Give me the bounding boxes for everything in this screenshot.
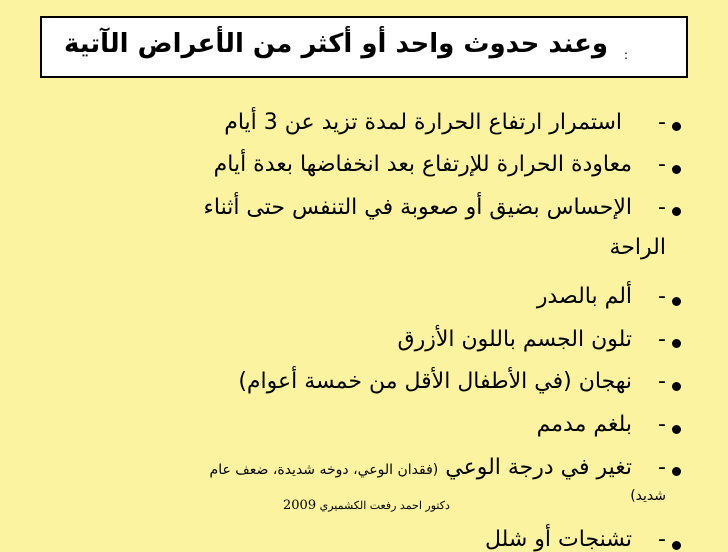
bullet-icon (672, 207, 681, 216)
list-item (485, 527, 666, 552)
dash-marker: - (658, 412, 666, 437)
bullet-icon (672, 165, 681, 174)
list-item (238, 369, 666, 394)
list-item-text: نهجان (في الأطفال الأقل من خمسة أعوام) (238, 369, 633, 394)
dash-marker: - (658, 195, 666, 220)
list-item (204, 195, 666, 220)
slide-title-suffix: : (623, 48, 628, 62)
bullet-icon (672, 425, 681, 434)
list-item-text: تغير في درجة الوعي (445, 455, 633, 480)
list-item (224, 110, 666, 135)
dash-marker: - (658, 327, 666, 352)
list-item-note: (فقدان الوعي، دوخه شديدة، ضعف عام (209, 462, 439, 478)
dash-marker: - (658, 110, 666, 135)
dash-marker: - (658, 284, 666, 309)
list-item-text: الإحساس بضيق أو صعوبة في التنفس حتى أثناء (203, 195, 633, 220)
bullet-icon (672, 467, 681, 476)
list-item-continuation: الراحة (609, 235, 666, 260)
bullet-icon (672, 339, 681, 348)
footer-year: 2009 (283, 498, 317, 513)
list-item (214, 152, 666, 177)
list-item-continuation: شديد) (630, 488, 666, 504)
list-item-text: تلون الجسم باللون الأزرق (397, 327, 633, 352)
list-item-text: استمرار ارتفاع الحرارة لمدة تزيد عن 3 أيام (224, 110, 623, 135)
list-item-text: بلغم مدمم (536, 412, 633, 437)
list-item (537, 412, 666, 437)
bullet-icon (672, 297, 681, 306)
list-item (537, 284, 666, 309)
list-item (210, 455, 666, 480)
footer (283, 498, 450, 513)
dash-marker: - (658, 369, 666, 394)
bullet-icon (672, 122, 681, 131)
list-item-text: ألم بالصدر (536, 284, 633, 309)
bullet-icon (672, 382, 681, 391)
dash-marker: - (658, 152, 666, 177)
footer-author: دكتور احمد رفعت الكشميري (319, 499, 450, 512)
dash-marker: - (658, 527, 666, 552)
dash-marker: - (658, 455, 666, 480)
list-item (398, 327, 666, 352)
list-item-text: معاودة الحرارة للإرتفاع بعد انخفاضها بعدة أيام (213, 152, 633, 177)
slide-title: وعند حدوث واحد أو أكثر من الأعراض الآتية (63, 29, 608, 59)
list-item-text: تشنجات أو شلل (484, 527, 633, 552)
